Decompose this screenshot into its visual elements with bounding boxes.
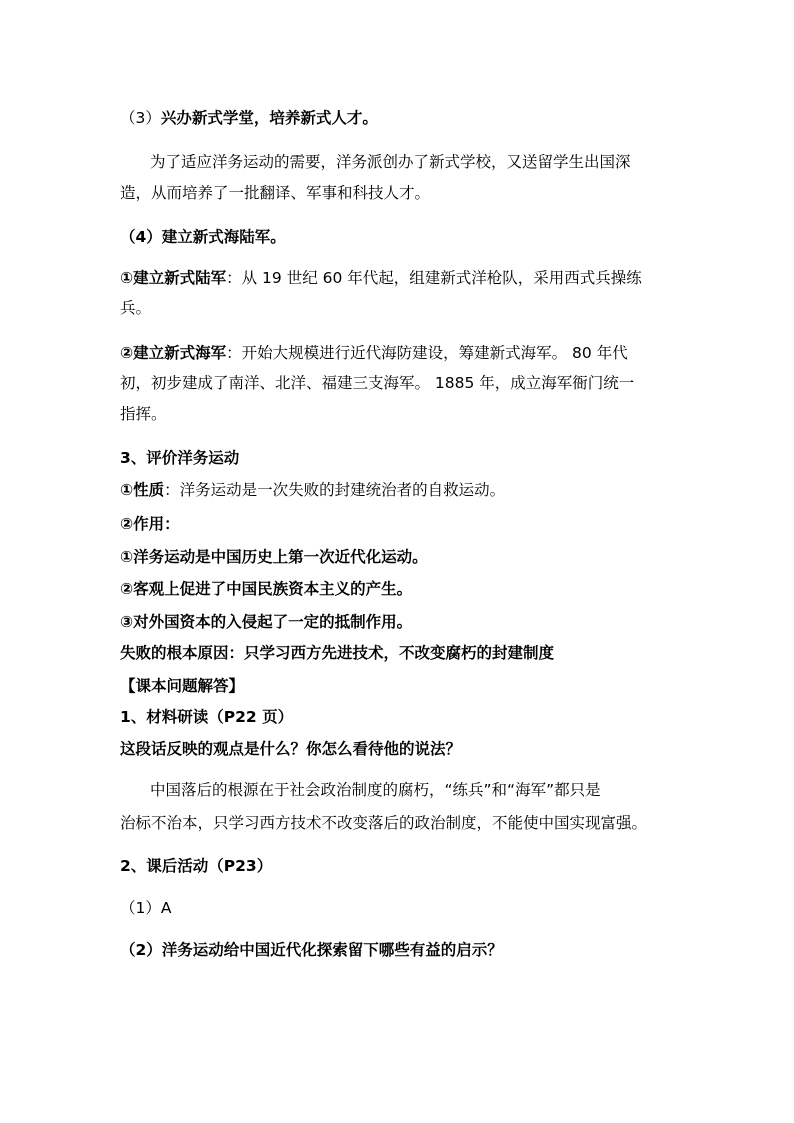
army-text: ：从 19 世纪 60 年代起，组建新式洋枪队，采用西式兵操练 [226, 269, 642, 287]
q1-question: 这段话反映的观点是什么？你怎么看待他的说法？ [120, 740, 462, 758]
effect-heading: ②作用： [120, 515, 180, 533]
navy-line2: 初，初步建成了南洋、北洋、福建三支海军。 1885 年，成立海军衙门统一 [120, 374, 635, 392]
nature-label: ①性质 [120, 481, 165, 499]
section3-body-line1: 为了适应洋务运动的需要，洋务派创办了新式学校，又送留学生出国深 [150, 153, 631, 171]
section3-title: 兴办新式学堂，培养新式人才。 [160, 109, 378, 127]
effect-item-2: ②客观上促进了中国民族资本主义的产生。 [120, 580, 413, 598]
q1-answer-line1: 中国落后的根源在于社会政治制度的腐朽，“练兵”和“海军”都只是 [150, 781, 601, 799]
qa-heading: 【课本问题解答】 [120, 677, 245, 695]
navy-line1 [120, 343, 628, 363]
section3-number: （3） [120, 109, 161, 127]
nature-text: ：洋务运动是一次失败的封建统治者的自救运动。 [164, 481, 506, 499]
root-cause: 失败的根本原因：只学习西方先进技术，不改变腐朽的封建制度 [120, 644, 555, 662]
section4-heading: （4）建立新式海陆军。 [120, 228, 286, 246]
navy-line3: 指挥。 [120, 405, 167, 423]
q2-heading: 2、课后活动（P23） [120, 857, 273, 875]
navy-text: ：开始大规模进行近代海防建设，筹建新式海军。 80 年代 [226, 344, 628, 362]
nature-line [120, 480, 505, 500]
q2-item-1: （1）A [120, 899, 172, 917]
q2-item-2: （2）洋务运动给中国近代化探索留下哪些有益的启示？ [120, 941, 503, 959]
army-line1 [120, 268, 642, 288]
effect-item-3: ③对外国资本的入侵起了一定的抵制作用。 [120, 613, 413, 631]
evaluation-heading: 3、评价洋务运动 [120, 449, 240, 467]
q1-answer-line2: 治标不治本，只学习西方技术不改变落后的政治制度，不能使中国实现富强。 [120, 814, 648, 832]
effect-item-1: ①洋务运动是中国历史上第一次近代化运动。 [120, 548, 428, 566]
army-label: ①建立新式陆军 [120, 269, 227, 287]
navy-label: ②建立新式海军 [120, 344, 227, 362]
army-line2: 兵。 [120, 299, 152, 317]
section3-body-line2: 造，从而培养了一批翻译、军事和科技人才。 [120, 184, 431, 202]
section3-heading [120, 108, 378, 128]
q1-heading: 1、材料研读（P22 页） [120, 708, 294, 726]
